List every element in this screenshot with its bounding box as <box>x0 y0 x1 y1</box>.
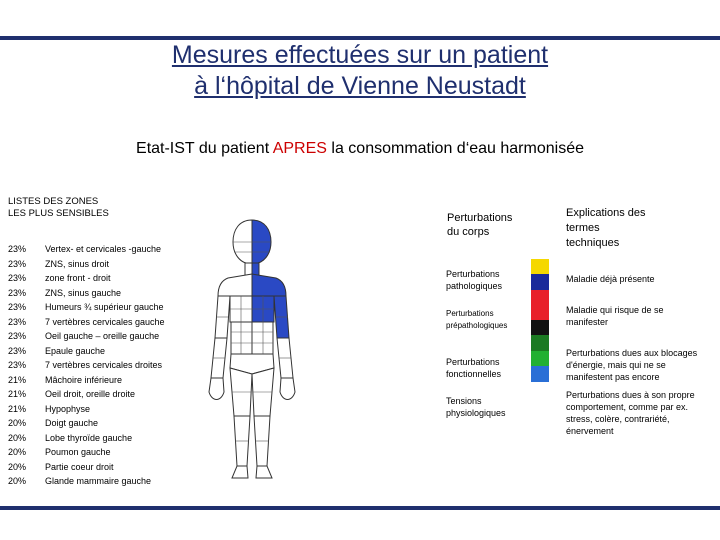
legend-explanation <box>566 347 716 383</box>
zone-row <box>8 373 165 388</box>
zone-label: Oeil droit, oreille droite <box>45 389 136 399</box>
legend-category-line: fonctionnelles <box>446 369 502 379</box>
title-line-2: à l‘hôpital de Vienne Neustadt <box>194 72 526 100</box>
zone-percent: 23% <box>8 287 27 298</box>
legend-explanation <box>566 389 716 437</box>
zone-row <box>8 431 165 446</box>
zone-label: Partie coeur droit <box>45 461 114 472</box>
zone-label: Oeil gauche – oreille gauche <box>45 331 160 341</box>
legend-category <box>446 308 507 332</box>
subtitle-accent: APRES <box>272 140 327 157</box>
color-swatch-yellow <box>531 259 549 275</box>
zone-label: Glande mammaire gauche <box>45 476 152 486</box>
legend-explanation <box>566 273 716 285</box>
zone-label: Mâchoire inférieure <box>45 374 123 385</box>
zone-row <box>8 329 165 344</box>
explanations-heading <box>566 206 646 251</box>
zone-label: Hypophyse <box>45 403 91 414</box>
neck-left <box>252 263 259 275</box>
zone-row <box>8 387 165 402</box>
neck-right <box>245 263 252 275</box>
zone-percent: 23% <box>8 316 27 327</box>
explanations-heading-line-1: Explications des <box>566 207 646 219</box>
zone-label: Epaule gauche <box>45 345 106 356</box>
zone-row <box>8 300 165 315</box>
legend-explanation <box>566 304 716 328</box>
zone-label: Humeurs ¾ supérieur gauche <box>45 302 164 312</box>
zones-heading-line-1: LISTES DES ZONES <box>8 196 99 207</box>
subtitle <box>0 140 720 158</box>
color-swatch-red <box>531 290 549 306</box>
zone-row <box>8 286 165 301</box>
zone-row <box>8 271 165 286</box>
body-figure <box>190 216 315 486</box>
legend-explanation-line: Perturbations dues à son propre <box>566 390 695 400</box>
legend-category-line: Perturbations <box>446 269 500 279</box>
legend-heading-line-1: Perturbations <box>447 212 513 224</box>
zone-percent: 23% <box>8 258 27 269</box>
legend-category-line: physiologiques <box>446 408 506 418</box>
color-swatch-dark-green <box>531 335 549 351</box>
zone-percent: 23% <box>8 345 27 356</box>
zones-list <box>8 242 165 489</box>
legend-explanation-line: comportement, comme par ex. <box>566 402 689 412</box>
color-swatch-red <box>531 305 549 321</box>
zone-percent: 21% <box>8 374 27 385</box>
zone-percent: 20% <box>8 461 27 472</box>
zone-row <box>8 402 165 417</box>
zone-row <box>8 474 165 489</box>
explanations-heading-line-3: techniques <box>566 237 620 249</box>
zone-label: zone front - droit <box>45 273 111 283</box>
zone-percent: 20% <box>8 432 27 443</box>
page-title <box>0 40 720 102</box>
zone-label: Vertex- et cervicales -gauche <box>45 244 162 254</box>
subtitle-before: Etat-IST du patient <box>136 140 273 157</box>
color-swatch-green <box>531 351 549 367</box>
zone-row <box>8 257 165 272</box>
zone-row <box>8 460 165 475</box>
legend-category-line: Perturbations <box>446 357 500 367</box>
legend-explanation-line: Maladie déjà présente <box>566 274 655 284</box>
legend-category <box>446 356 501 380</box>
foot-right <box>232 466 248 478</box>
zone-row <box>8 358 165 373</box>
legend-explanation-line: manifestent pas encore <box>566 372 660 382</box>
zone-percent: 23% <box>8 331 27 341</box>
color-swatch-black <box>531 320 549 336</box>
legend-heading <box>447 211 512 239</box>
zones-heading <box>8 196 109 220</box>
legend-category <box>446 268 502 292</box>
zone-row <box>8 416 165 431</box>
zone-label: 7 vertèbres cervicales droites <box>45 360 163 370</box>
color-swatch-navy <box>531 274 549 290</box>
bottom-rule <box>0 506 720 510</box>
legend-heading-line-2: du corps <box>447 226 490 238</box>
explanations-heading-line-2: termes <box>566 222 600 234</box>
hand-left <box>280 378 295 400</box>
legend-explanation-line: manifester <box>566 317 609 327</box>
zone-percent: 23% <box>8 273 27 283</box>
shoulder-left <box>252 274 286 296</box>
zones-heading-line-2: LES PLUS SENSIBLES <box>8 208 109 219</box>
legend-explanation-line: Maladie qui risque de se <box>566 305 664 315</box>
hand-right <box>209 378 224 400</box>
legend-explanation-line: stress, colère, contrariété, <box>566 414 670 424</box>
zone-label: 7 vertèbres cervicales gauche <box>45 316 165 327</box>
zone-row <box>8 315 165 330</box>
zone-percent: 20% <box>8 447 27 457</box>
zone-label: ZNS, sinus droit <box>45 258 110 269</box>
foot-left <box>256 466 272 478</box>
subtitle-after: la consommation d‘eau harmonisée <box>326 140 584 157</box>
zone-row <box>8 445 165 460</box>
zone-label: Lobe thyroïde gauche <box>45 432 133 443</box>
zone-label: Doigt gauche <box>45 418 99 428</box>
legend-category-line: prépathologiques <box>446 321 508 330</box>
zone-row <box>8 344 165 359</box>
zone-label: ZNS, sinus gauche <box>45 287 122 298</box>
zone-percent: 23% <box>8 360 27 370</box>
zone-percent: 21% <box>8 389 27 399</box>
zone-percent: 21% <box>8 403 27 414</box>
title-line-1: Mesures effectuées sur un patient <box>171 41 549 69</box>
zone-row <box>8 242 165 257</box>
zone-percent: 20% <box>8 418 27 428</box>
legend-explanation-line: énervement <box>566 426 614 436</box>
zone-percent: 23% <box>8 244 27 254</box>
zone-percent: 23% <box>8 302 27 312</box>
color-swatch-blue <box>531 366 549 382</box>
legend-category-line: Perturbations <box>446 309 494 318</box>
legend-category-line: pathologiques <box>446 281 503 291</box>
legend-category-line: Tensions <box>446 396 482 406</box>
legend-explanation-line: d'énergie, mais qui ne se <box>566 360 666 370</box>
legend-explanation-line: Perturbations dues aux blocages <box>566 348 698 358</box>
legend-category <box>446 395 506 419</box>
abdomen-left <box>252 322 273 354</box>
zone-percent: 20% <box>8 476 27 486</box>
abdomen-right <box>231 322 252 354</box>
shoulder-right <box>218 274 252 296</box>
zone-label: Poumon gauche <box>45 447 111 457</box>
